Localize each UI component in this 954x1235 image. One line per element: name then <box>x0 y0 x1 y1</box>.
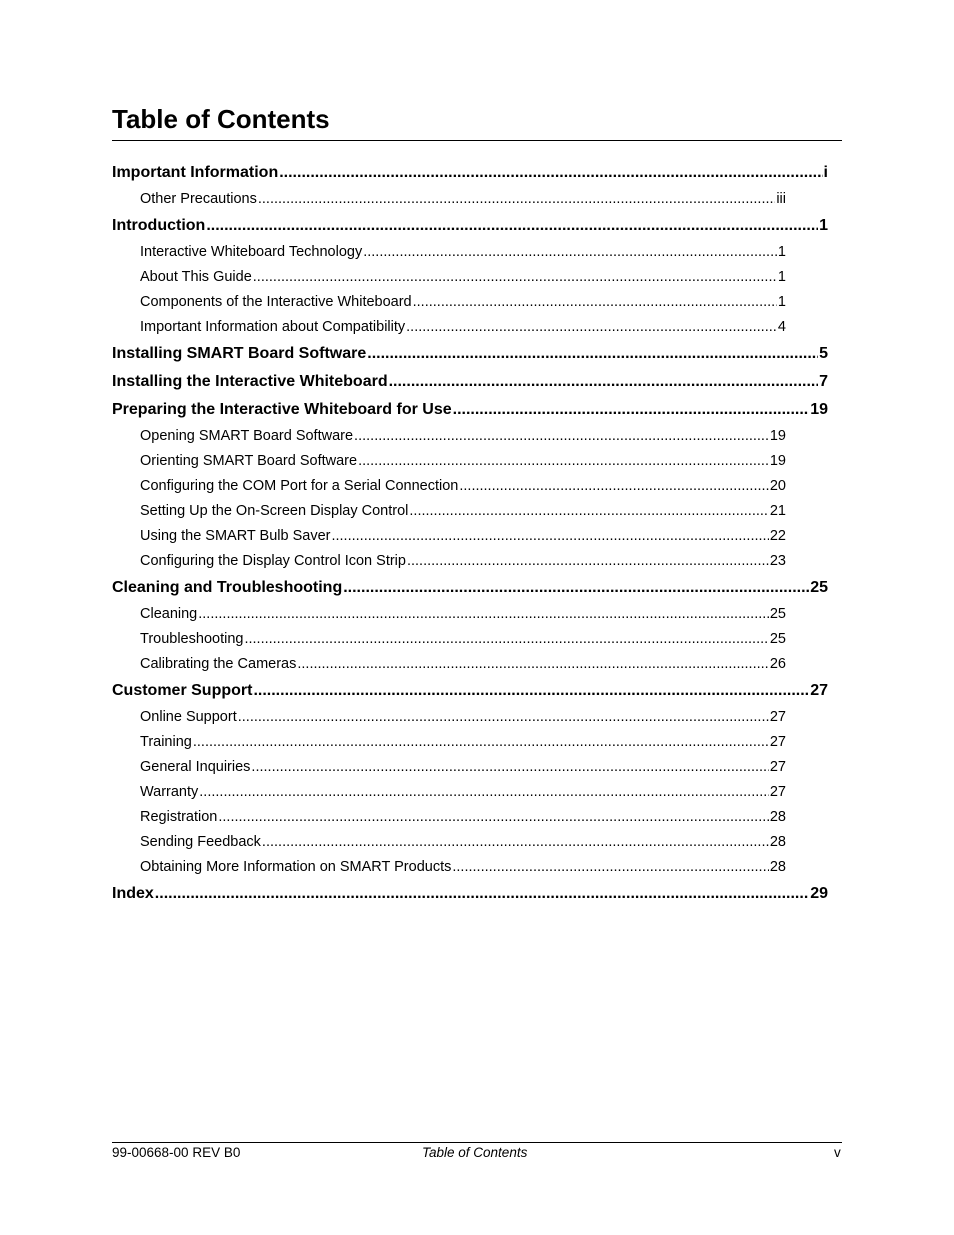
toc-entry-label: Installing SMART Board Software <box>112 345 367 362</box>
toc-section-entry <box>140 478 786 494</box>
toc-dot-leader <box>389 373 819 391</box>
toc-entry-label: Preparing the Interactive Whiteboard for Use <box>112 401 452 418</box>
toc-dot-leader <box>407 553 769 569</box>
toc-entry-page-number: 27 <box>769 759 786 775</box>
toc-entry-page-number: 23 <box>769 553 786 569</box>
toc-entry-page-number: 25 <box>769 606 786 622</box>
toc-entry-page-number: 7 <box>819 373 828 390</box>
toc-dot-leader <box>253 269 777 285</box>
footer-doc-number: 99-00668-00 REV B0 <box>112 1145 241 1160</box>
toc-entry-label: Setting Up the On-Screen Display Control <box>140 503 409 519</box>
toc-entry-page-number: 25 <box>810 579 828 596</box>
toc-entry-page-number: 21 <box>769 503 786 519</box>
toc-entry-label: Index <box>112 885 154 902</box>
toc-dot-leader <box>358 453 769 469</box>
toc-entry-label: Cleaning and Troubleshooting <box>112 579 343 596</box>
toc-section-entry <box>140 553 786 569</box>
toc-dot-leader <box>452 859 768 875</box>
toc-entry-page-number: 27 <box>769 709 786 725</box>
toc-entry-page-number: 19 <box>810 401 828 418</box>
toc-entry-page-number: 1 <box>777 244 786 260</box>
toc-dot-leader <box>253 682 809 700</box>
toc-section-entry <box>140 834 786 850</box>
toc-entry-label: Customer Support <box>112 682 253 699</box>
toc-dot-leader <box>218 809 768 825</box>
toc-entry-page-number: 28 <box>769 809 786 825</box>
toc-entry-label: Installing the Interactive Whiteboard <box>112 373 388 390</box>
toc-section-entry <box>140 734 786 750</box>
toc-entry-label: Important Information about Compatibility <box>140 319 406 335</box>
toc-dot-leader <box>453 401 810 419</box>
toc-entry-page-number: iii <box>776 191 786 207</box>
toc-section-entry <box>140 503 786 519</box>
toc-dot-leader <box>251 759 768 775</box>
toc-section-entry <box>140 759 786 775</box>
toc-section-entry <box>140 294 786 310</box>
toc-section-entry <box>140 319 786 335</box>
toc-entry-page-number: 28 <box>769 834 786 850</box>
toc-entry-page-number: 27 <box>769 784 786 800</box>
toc-dot-leader <box>297 656 769 672</box>
toc-entry-label: About This Guide <box>140 269 252 285</box>
toc-dot-leader <box>193 734 769 750</box>
toc-dot-leader <box>406 319 777 335</box>
toc-chapter-entry <box>112 885 828 903</box>
toc-section-entry <box>140 709 786 725</box>
toc-dot-leader <box>199 784 769 800</box>
toc-entry-label: Configuring the Display Control Icon Strip <box>140 553 406 569</box>
toc-section-entry <box>140 528 786 544</box>
footer-page-number: v <box>834 1145 841 1160</box>
toc-entry-label: Using the SMART Bulb Saver <box>140 528 331 544</box>
toc-section-entry <box>140 191 786 207</box>
toc-section-entry <box>140 453 786 469</box>
toc-dot-leader <box>198 606 769 622</box>
toc-entry-page-number: 29 <box>810 885 828 902</box>
toc-entry-label: Cleaning <box>140 606 198 622</box>
toc-section-entry <box>140 631 786 647</box>
footer-section-title: Table of Contents <box>422 1145 528 1160</box>
toc-dot-leader <box>238 709 769 725</box>
toc-chapter-entry <box>112 217 828 235</box>
footer-divider <box>112 1142 842 1143</box>
toc-section-entry <box>140 269 786 285</box>
toc-chapter-entry <box>112 345 828 363</box>
toc-entry-page-number: 27 <box>769 734 786 750</box>
toc-entry-label: Important Information <box>112 164 279 181</box>
toc-entry-label: General Inquiries <box>140 759 251 775</box>
toc-chapter-entry <box>112 373 828 391</box>
toc-entry-label: Warranty <box>140 784 199 800</box>
toc-entry-page-number: 28 <box>769 859 786 875</box>
toc-section-entry <box>140 244 786 260</box>
toc-section-entry <box>140 809 786 825</box>
toc-dot-leader <box>343 579 809 597</box>
toc-entry-page-number: 5 <box>819 345 828 362</box>
toc-entry-page-number: 19 <box>769 428 786 444</box>
toc-entry-label: Opening SMART Board Software <box>140 428 354 444</box>
toc-entry-label: Obtaining More Information on SMART Products <box>140 859 452 875</box>
toc-section-entry <box>140 859 786 875</box>
toc-entry-page-number: 22 <box>769 528 786 544</box>
toc-entry-label: Calibrating the Cameras <box>140 656 297 672</box>
toc-section-entry <box>140 656 786 672</box>
toc-entry-label: Registration <box>140 809 218 825</box>
toc-chapter-entry <box>112 401 828 419</box>
toc-dot-leader <box>155 885 809 903</box>
toc-dot-leader <box>413 294 777 310</box>
toc-entry-page-number: 25 <box>769 631 786 647</box>
toc-dot-leader <box>331 528 768 544</box>
toc-entry-label: Training <box>140 734 192 750</box>
toc-entry-page-number: 19 <box>769 453 786 469</box>
toc-entry-label: Components of the Interactive Whiteboard <box>140 294 412 310</box>
toc-entry-page-number: 20 <box>769 478 786 494</box>
toc-section-entry <box>140 784 786 800</box>
toc-dot-leader <box>262 834 769 850</box>
toc-entry-page-number: 1 <box>819 217 828 234</box>
toc-entry-label: Orienting SMART Board Software <box>140 453 358 469</box>
title-divider <box>112 140 842 141</box>
toc-chapter-entry <box>112 682 828 700</box>
toc-entry-page-number: 4 <box>777 319 786 335</box>
toc-dot-leader <box>244 631 768 647</box>
toc-entry-label: Troubleshooting <box>140 631 244 647</box>
toc-dot-leader <box>367 345 818 363</box>
toc-entry-page-number: 1 <box>777 269 786 285</box>
toc-dot-leader <box>409 503 768 519</box>
toc-entry-page-number: 27 <box>810 682 828 699</box>
toc-entry-label: Interactive Whiteboard Technology <box>140 244 363 260</box>
page-title: Table of Contents <box>112 104 330 134</box>
toc-entry-label: Other Precautions <box>140 191 257 207</box>
toc-dot-leader <box>363 244 777 260</box>
toc-dot-leader <box>206 217 818 235</box>
toc-chapter-entry <box>112 579 828 597</box>
toc-entry-label: Online Support <box>140 709 237 725</box>
toc-entry-page-number: i <box>823 164 828 181</box>
toc-entry-label: Introduction <box>112 217 206 234</box>
toc-dot-leader <box>258 191 775 207</box>
toc-section-entry <box>140 428 786 444</box>
toc-entry-label: Sending Feedback <box>140 834 261 850</box>
toc-chapter-entry <box>112 164 828 182</box>
toc-section-entry <box>140 606 786 622</box>
toc-dot-leader <box>459 478 769 494</box>
toc-entry-page-number: 1 <box>777 294 786 310</box>
toc-entry-label: Configuring the COM Port for a Serial Connection <box>140 478 459 494</box>
toc-entry-page-number: 26 <box>769 656 786 672</box>
toc-dot-leader <box>354 428 769 444</box>
toc-dot-leader <box>279 164 822 182</box>
